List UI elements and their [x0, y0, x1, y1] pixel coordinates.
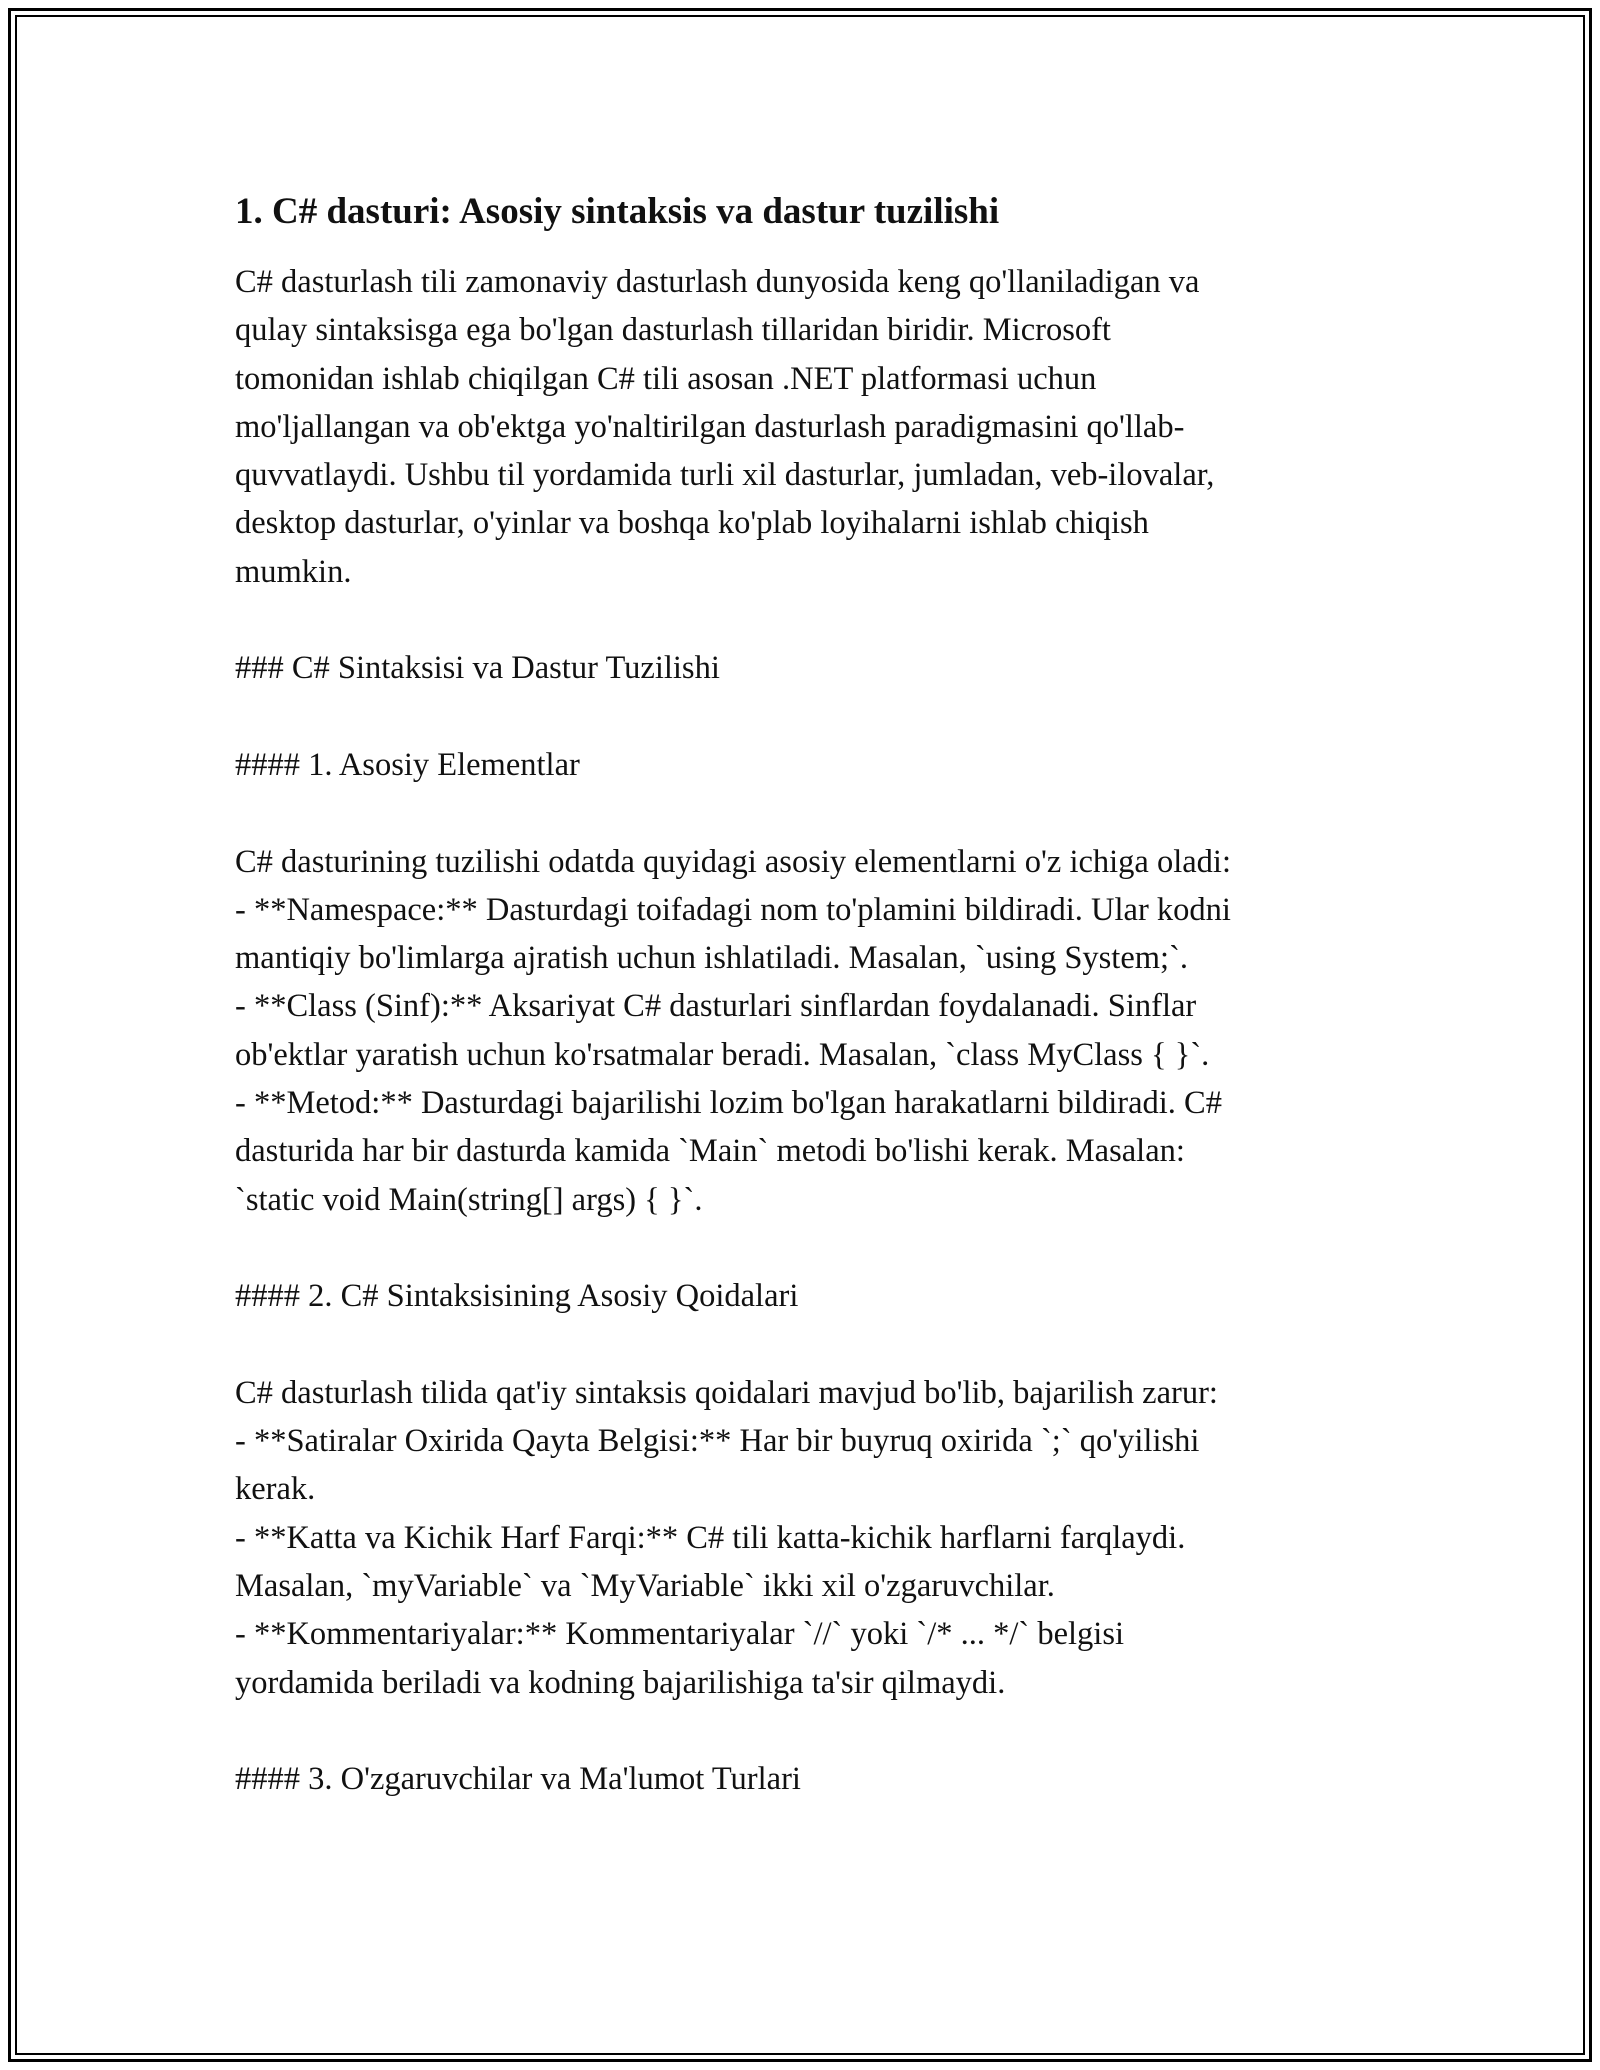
intro-paragraph [235, 258, 1375, 596]
text-line: Masalan, `myVariable` va `MyVariable` ikki xil o'zgaruvchilar. [235, 1568, 1055, 1605]
heading-text: #### 1. Asosiy Elementlar [235, 746, 580, 783]
text-line: quvvatlaydi. Ushbu til yordamida turli xil dasturlar, jumladan, veb-ilovalar, [235, 457, 1215, 494]
text-line: qulay sintaksisga ega bo'lgan dasturlash tillaridan biridir. Microsoft [235, 312, 1111, 349]
text-line: - **Namespace:** Dasturdagi toifadagi nom to'plamini bildiradi. Ular kodni [235, 891, 1231, 928]
text-line: kerak. [235, 1471, 316, 1508]
section-heading-2 [235, 1272, 1375, 1320]
section-2-paragraph [235, 1369, 1375, 1707]
spacer [235, 693, 1375, 741]
section-1-paragraph [235, 838, 1375, 1224]
spacer [235, 1224, 1375, 1272]
text-line: yordamida beriladi va kodning bajarilishiga ta'sir qilmaydi. [235, 1664, 1006, 1701]
text-line: - **Satiralar Oxirida Qayta Belgisi:** Har bir buyruq oxirida `;` qo'yilishi [235, 1423, 1200, 1460]
heading-text: #### 2. C# Sintaksisining Asosiy Qoidalari [235, 1278, 799, 1315]
text-line: C# dasturlash tili zamonaviy dasturlash dunyosida keng qo'llaniladigan va [235, 264, 1200, 300]
spacer [235, 596, 1375, 644]
section-heading-main [235, 644, 1375, 692]
heading-text: #### 3. O'zgaruvchilar va Ma'lumot Turlari [235, 1761, 801, 1798]
text-line: C# dasturining tuzilishi odatda quyidagi asosiy elementlarni o'z ichiga oladi: [235, 843, 1231, 880]
text-line: - **Kommentariyalar:** Kommentariyalar `//` yoki `/* ... */` belgisi [235, 1616, 1125, 1653]
heading-text: ### C# Sintaksisi va Dastur Tuzilishi [235, 650, 720, 687]
section-heading-3 [235, 1755, 1375, 1803]
text-line: mumkin. [235, 553, 352, 590]
text-line: - **Metod:** Dasturdagi bajarilishi lozim bo'lgan harakatlarni bildiradi. C# [235, 1085, 1222, 1122]
spacer [235, 789, 1375, 837]
spacer [235, 1321, 1375, 1369]
text-line: desktop dasturlar, o'yinlar va boshqa ko'plab loyihalarni ishlab chiqish [235, 505, 1149, 542]
text-line: C# dasturlash tilida qat'iy sintaksis qoidalari mavjud bo'lib, bajarilish zarur: [235, 1374, 1218, 1411]
text-line: `static void Main(string[] args) { }`. [235, 1181, 703, 1218]
section-heading-1 [235, 741, 1375, 789]
text-line: - **Katta va Kichik Harf Farqi:** C# tili katta-kichik harflarni farqlaydi. [235, 1519, 1186, 1556]
document-body [235, 186, 1375, 1804]
page-title: 1. C# dasturi: Asosiy sintaksis va dastur tuzilishi [235, 191, 1000, 232]
text-line: mantiqiy bo'limlarga ajratish uchun ishlatiladi. Masalan, `using System;`. [235, 940, 1189, 977]
text-line: tomonidan ishlab chiqilgan C# tili asosan .NET platformasi uchun [235, 360, 1097, 397]
text-line: dasturida har bir dasturda kamida `Main` metodi bo'lishi kerak. Masalan: [235, 1133, 1185, 1170]
text-line: - **Class (Sinf):** Aksariyat C# dasturlari sinflardan foydalanadi. Sinflar [235, 988, 1197, 1025]
text-line: ob'ektlar yaratish uchun ko'rsatmalar beradi. Masalan, `class MyClass { }`. [235, 1036, 1210, 1073]
text-line: mo'ljallangan va ob'ektga yo'naltirilgan dasturlash paradigmasini qo'llab- [235, 408, 1185, 445]
spacer [235, 1707, 1375, 1755]
